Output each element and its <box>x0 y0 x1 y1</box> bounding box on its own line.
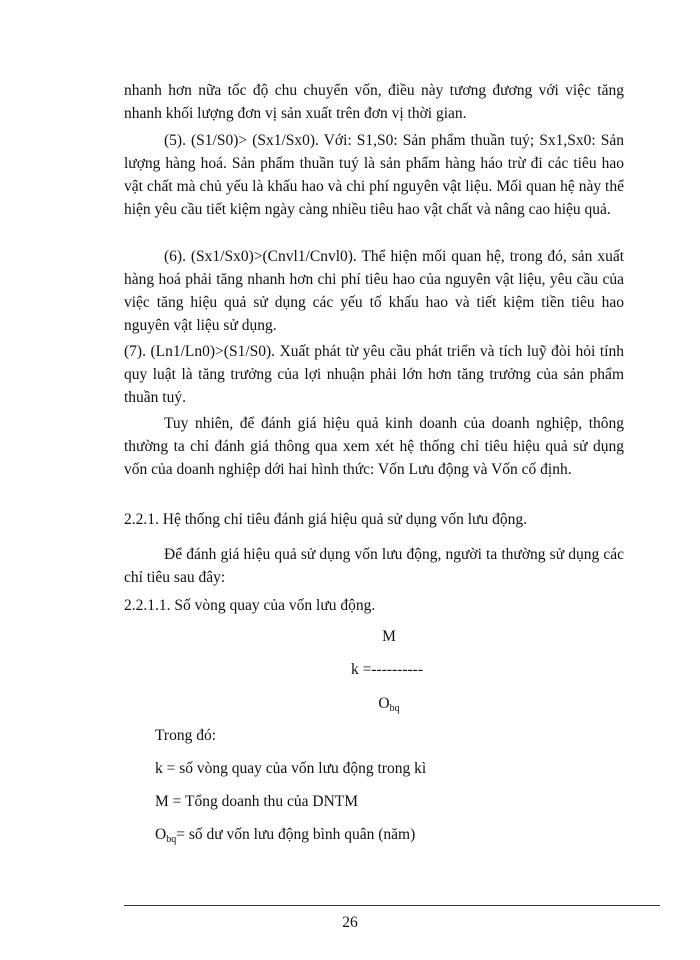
paragraph-5: Tuy nhiên, để đánh giá hiệu quả kinh doanh của doanh nghiệp, thông thường ta chỉ đánh giá thông qua xem xét hệ thống chỉ tiêu hiệu quả sử dụng vốn của doanh nghiệp dới hai hình thức: Vốn Lưu động và Vốn cố định. <box>124 415 624 478</box>
definition-obq-rest: = số dư vốn lưu động bình quân (năm) <box>176 826 416 843</box>
footer-divider <box>124 905 660 906</box>
definition-m: M = Tổng doanh thu của DNTM <box>155 793 359 810</box>
definitions-intro: Trong đó: <box>155 727 217 744</box>
definition-obq <box>155 823 415 851</box>
definition-obq-main: O <box>155 826 167 843</box>
page-number: 26 <box>342 914 358 931</box>
formula-denominator-main: O <box>378 695 390 712</box>
section-heading-2-2-1-1: 2.2.1.1. Số vòng quay của vốn lưu động. <box>124 597 376 614</box>
formula-numerator: M <box>382 628 396 645</box>
formula-lhs: k =---------- <box>351 661 423 678</box>
section-heading-2-2-1: 2.2.1. Hệ thống chỉ tiêu đánh giá hiệu quả sử dụng vốn lưu động. <box>124 511 527 528</box>
paragraph-6: Để đánh giá hiệu quả sử dụng vốn lưu động, người ta thường sử dụng các chỉ tiêu sau đây: <box>124 546 624 586</box>
paragraph-2: (5). (S1/S0)> (Sx1/Sx0). Với: S1,S0: Sản phẩm thuần tuý; Sx1,Sx0: Sản lượng hàng hoá. Sản phẩm thuần tuý là sản phẩm hàng háo trừ đi các tiêu hao vật chất mà chủ yếu là khấu hao và chi phí nguyên vật liệu. Mối quan hệ này thể hiện yêu cầu tiết kiệm ngày càng nhiều tiêu hao vật chất và nâng cao hiệu quả. <box>124 132 624 218</box>
paragraph-4: (7). (Ln1/Ln0)>(S1/S0). Xuất phát từ yêu cầu phát triển và tích luỹ đòi hỏi tính quy luật là tăng trưởng của lợi nhuận phải lớn hơn tăng trưởng của sản phẩm thuần tuý. <box>124 343 624 406</box>
definition-obq-sub: bq <box>166 834 177 845</box>
formula-denominator-sub: bq <box>389 703 400 714</box>
paragraph-3: (6). (Sx1/Sx0)>(Cnvl1/Cnvl0). Thể hiện mối quan hệ, trong đó, sản xuất hàng hoá phải tăng nhanh hơn chi phí tiêu hao của nguyên vật liệu, yêu cầu của việc tăng hiệu quả sử dụng các yếu tố khấu hao và tiết kiệm tiền tiêu hao nguyên vật liệu sử dụng. <box>124 248 624 334</box>
definition-k: k = số vòng quay của vốn lưu động trong kì <box>155 760 427 777</box>
paragraph-1: nhanh hơn nữa tốc độ chu chuyển vốn, điều này tương đương với việc tăng nhanh khối lượng đơn vị sản xuất trên đơn vị thời gian. <box>124 82 624 122</box>
formula-denominator <box>329 692 449 720</box>
